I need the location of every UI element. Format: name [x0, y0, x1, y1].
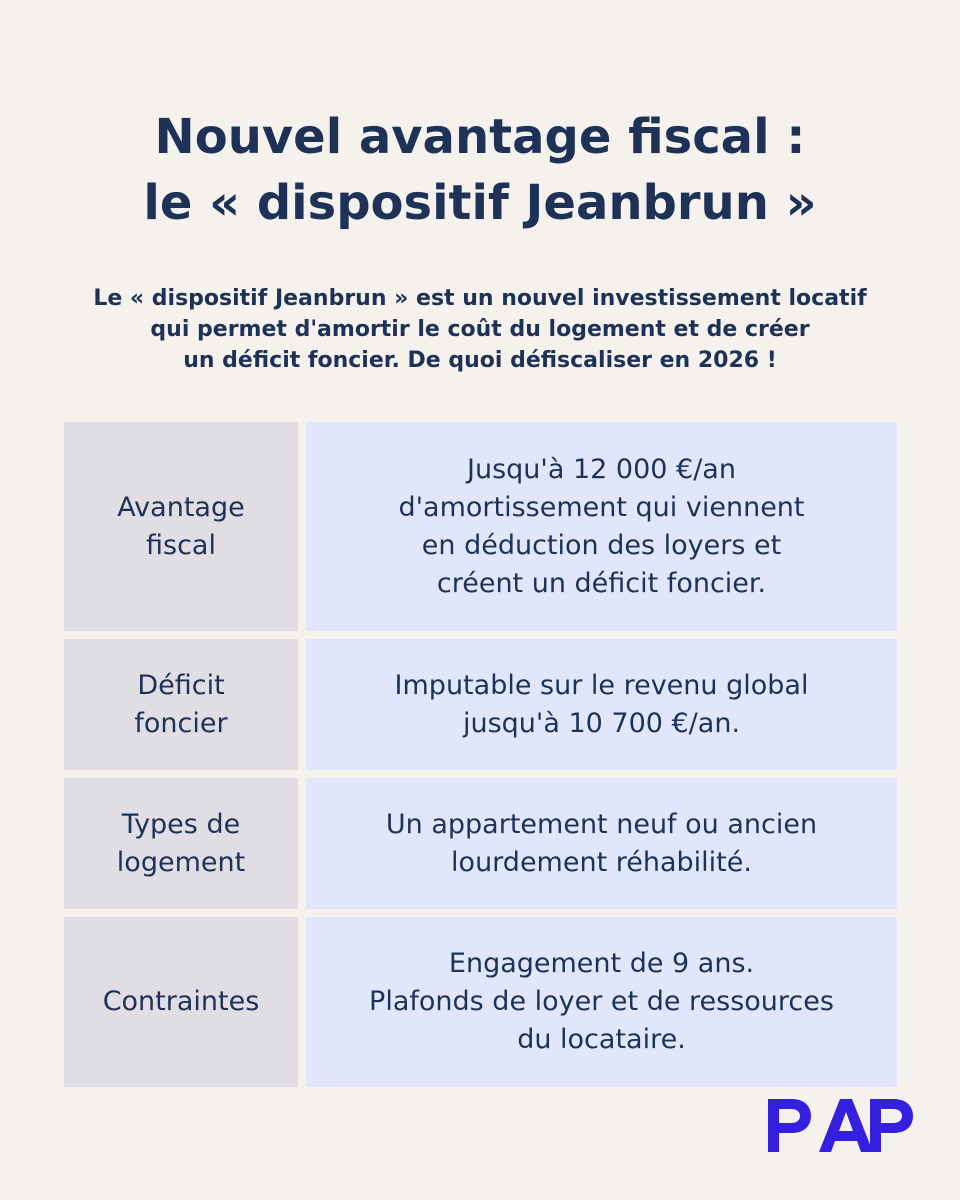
table-row-types-de-logement: [64, 778, 897, 909]
row-value-line: Engagement de 9 ans.: [448, 948, 755, 979]
row-label-line: Déficit: [137, 669, 225, 701]
row-value-line: Plafonds de loyer et de ressources: [369, 986, 834, 1017]
row-label-cell: [64, 639, 298, 770]
row-label-line: fiscal: [146, 529, 216, 561]
row-label-line: Avantage: [117, 491, 245, 523]
intro-paragraph: [0, 283, 960, 376]
table-row-deficit-foncier: [64, 639, 897, 770]
logo-letter-p-1: [768, 1099, 811, 1152]
row-label-line: Types de: [121, 808, 241, 840]
row-label-cell: [64, 422, 298, 631]
title-line-2: le « dispositif Jeanbrun »: [143, 175, 817, 231]
intro-line-3: un déficit foncier. De quoi défiscaliser en 2026 !: [183, 348, 777, 373]
info-table: [64, 422, 897, 1087]
table-row-contraintes: [64, 917, 897, 1087]
row-value-line: Jusqu'à 12 000 €/an: [467, 453, 736, 485]
row-value-line: du locataire.: [517, 1024, 686, 1055]
pap-logo: [768, 1099, 913, 1152]
logo-letter-a: [819, 1099, 873, 1152]
row-value-line: jusqu'à 10 700 €/an.: [462, 707, 741, 739]
row-label-line: Contraintes: [102, 986, 260, 1017]
logo-letter-p-2: [870, 1099, 913, 1152]
intro-line-1: Le « dispositif Jeanbrun » est un nouvel investissement locatif: [93, 286, 867, 311]
row-label-line: foncier: [134, 707, 228, 739]
intro-line-2: qui permet d'amortir le coût du logement et de créer: [150, 317, 810, 342]
row-value-line: d'amortissement qui viennent: [398, 491, 805, 523]
row-value-cell: [306, 778, 897, 909]
row-value-cell: [306, 639, 897, 770]
row-label-cell: [64, 917, 298, 1087]
row-value-line: Un appartement neuf ou ancien: [385, 808, 818, 840]
row-label-line: logement: [116, 846, 246, 878]
row-value-line: créent un déficit foncier.: [436, 567, 767, 599]
title-line-1: Nouvel avantage fiscal :: [154, 109, 806, 165]
table-row-avantage-fiscal: [64, 422, 897, 631]
row-value-line: lourdement réhabilité.: [451, 846, 752, 878]
row-value-line: en déduction des loyers et: [421, 529, 782, 561]
page-title: [0, 104, 960, 236]
row-value-line: Imputable sur le revenu global: [394, 669, 809, 701]
pap-logo-letters: [768, 1099, 913, 1152]
row-value-cell: [306, 917, 897, 1087]
row-label-cell: [64, 778, 298, 909]
row-value-cell: [306, 422, 897, 631]
